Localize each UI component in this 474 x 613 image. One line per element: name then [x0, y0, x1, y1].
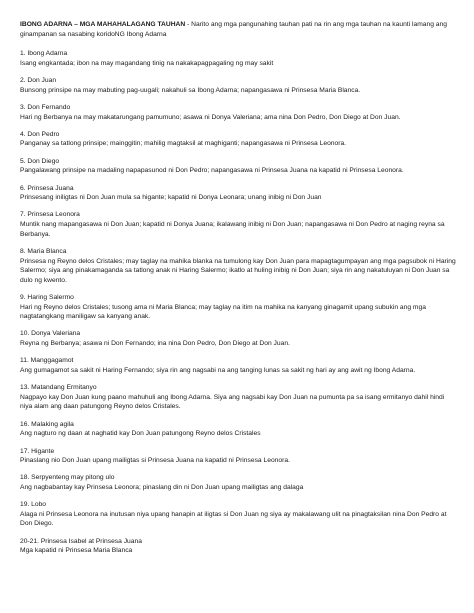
character-description: Prinsesang iniligtas ni Don Juan mula sa higante; kapatid ni Donya Leonara; unang inibig ni Don Juan	[20, 194, 322, 202]
character-entry	[20, 157, 456, 176]
character-name: 11. Manggagamot	[20, 357, 74, 365]
intro-text: - Narito ang mga pangunahing tauhan pati na rin ang mga tauhan na kaunti lamang ang ginampanan sa nasabing koridoNG Ibong Adarna	[20, 21, 447, 38]
character-name: 3. Don Fernando	[20, 103, 71, 111]
character-description: Hari ng Berbanya na may makatarungang pamumuno; asawa ni Donya Valeriana; ama nina Don Pedro, Don Diego at Don Juan.	[20, 113, 401, 121]
character-entry	[20, 383, 456, 412]
character-description: Alaga ni Prinsesa Leonora na inutusan niya upang hanapin at iligtas si Don Juan ng siya ay makalawang ulit na pinagtaksilan nina Don Pedro at Don Diego.	[20, 510, 447, 528]
character-name: 18. Serpyenteng may pitong ulo	[20, 474, 115, 482]
character-description: Muntik nang mapangasawa ni Don Juan; kapatid ni Donya Juana; ikalawang inibig ni Don Juan; napangasawa ni Don Pedro at naging reyna sa Berbanya.	[20, 221, 445, 238]
character-name: 16. Malaking agila	[20, 420, 74, 428]
character-name: 1. Ibong Adarna	[20, 50, 68, 58]
character-description: Nagpayo kay Don Juan kung paano mahuhuli ang Ibong Adarna. Siya ang nagsabi kay Don Juan na pumunta pa sa isang ermitanyo dahil hindi niya alam ang daan patungong Reyno delos Cristales.	[20, 393, 445, 411]
character-description: Bunsong prinsipe na may mabuting pag-uugali; nakahuli sa Ibong Adarna; napangasawa ni Prinsesa Maria Blanca.	[20, 86, 361, 94]
document-intro	[20, 20, 456, 39]
character-entry	[20, 356, 456, 375]
character-name: 9. Haring Salermo	[20, 293, 74, 301]
character-name: 4. Don Pedro	[20, 130, 60, 138]
character-description: Hari ng Reyno delos Cristales; tusong ama ni Maria Blanca; may taglay na itim na mahika na kanyang ginagamit upang subukin ang mga nagtatangkang maniligaw sa kanyang anak.	[20, 303, 426, 321]
character-description: Ang nagturo ng daan at naghatid kay Don Juan patungong Reyno delos Cristales	[20, 430, 261, 438]
character-name: 13. Matandang Ermitanyo	[20, 384, 97, 392]
character-list	[20, 49, 456, 556]
character-entry	[20, 184, 456, 203]
character-description: Isang engkantada; ibon na may magandang tinig na nakakapagpagaling ng may sakit	[20, 59, 274, 67]
character-name: 20-21. Prinsesa Isabel at Prinsesa Juana	[20, 537, 142, 545]
character-entry	[20, 329, 456, 348]
character-name: 7. Prinsesa Leonora	[20, 211, 80, 219]
character-entry	[20, 420, 456, 439]
character-name: 5. Don Diego	[20, 157, 60, 165]
character-description: Pangalawang prinsipe na madaling napapasunod ni Don Pedro; napangasawa ni Prinsesa Juana na kapatid ni Prinsesa Leonora.	[20, 167, 404, 175]
character-entry	[20, 49, 456, 68]
character-description: Pinaslang nio Don Juan upang mailigtas si Prinsesa Juana na kapatid ni Prinsesa Leonora.	[20, 457, 290, 465]
character-description: Panganay sa tatlong prinsipe; mainggitin; mahilig magtaksil at maghiganti; napangasawa ni Prinsesa Leonora.	[20, 140, 347, 148]
character-entry	[20, 103, 456, 122]
character-name: 10. Donya Valeriana	[20, 330, 81, 338]
character-entry	[20, 130, 456, 149]
character-entry	[20, 447, 456, 466]
character-entry	[20, 500, 456, 529]
character-description: Ang nagbabantay kay Prinsesa Leonora; pinaslang din ni Don Juan upang mailigtas ang dalaga	[20, 484, 304, 491]
character-description: Mga kapatid ni Prinsesa Maria Blanca	[20, 547, 133, 555]
character-description: Reyna ng Berbanya; asawa ni Don Fernando; ina nina Don Pedro, Don Diego at Don Juan.	[20, 340, 290, 348]
character-name: 19. Lobo	[20, 501, 47, 509]
character-description: Ang gumagamot sa sakit ni Haring Fernando; siya rin ang nagsabi na ang tanging lunas sa sakit ng hari ay ang awit ng Ibong Adarna.	[20, 366, 416, 374]
character-entry	[20, 210, 456, 239]
character-entry	[20, 537, 456, 556]
character-entry	[20, 293, 456, 322]
character-description: Prinsesa ng Reyno delos Cristales; may taglay na mahika blanka na tumulong kay Don Juan para mapagtagumpayan ang mga pagsubok ni Haring Salermo; siya ang pinakamaganda sa tatlong anak ni Haring Salermo; ikatlo at huling inibig ni Don Juan; siya rin ang nakatuluyan ni Don Juan sa dulo ng kwento.	[20, 257, 456, 284]
character-entry	[20, 473, 456, 492]
character-name: 8. Maria Blanca	[20, 247, 67, 255]
character-entry	[20, 247, 456, 285]
document-title: IBONG ADARNA – MGA MAHAHALAGANG TAUHAN	[20, 21, 186, 28]
character-name: 6. Prinsesa Juana	[20, 184, 74, 192]
character-entry	[20, 76, 456, 95]
character-name: 2. Don Juan	[20, 77, 57, 85]
character-name: 17. Higante	[20, 447, 55, 455]
